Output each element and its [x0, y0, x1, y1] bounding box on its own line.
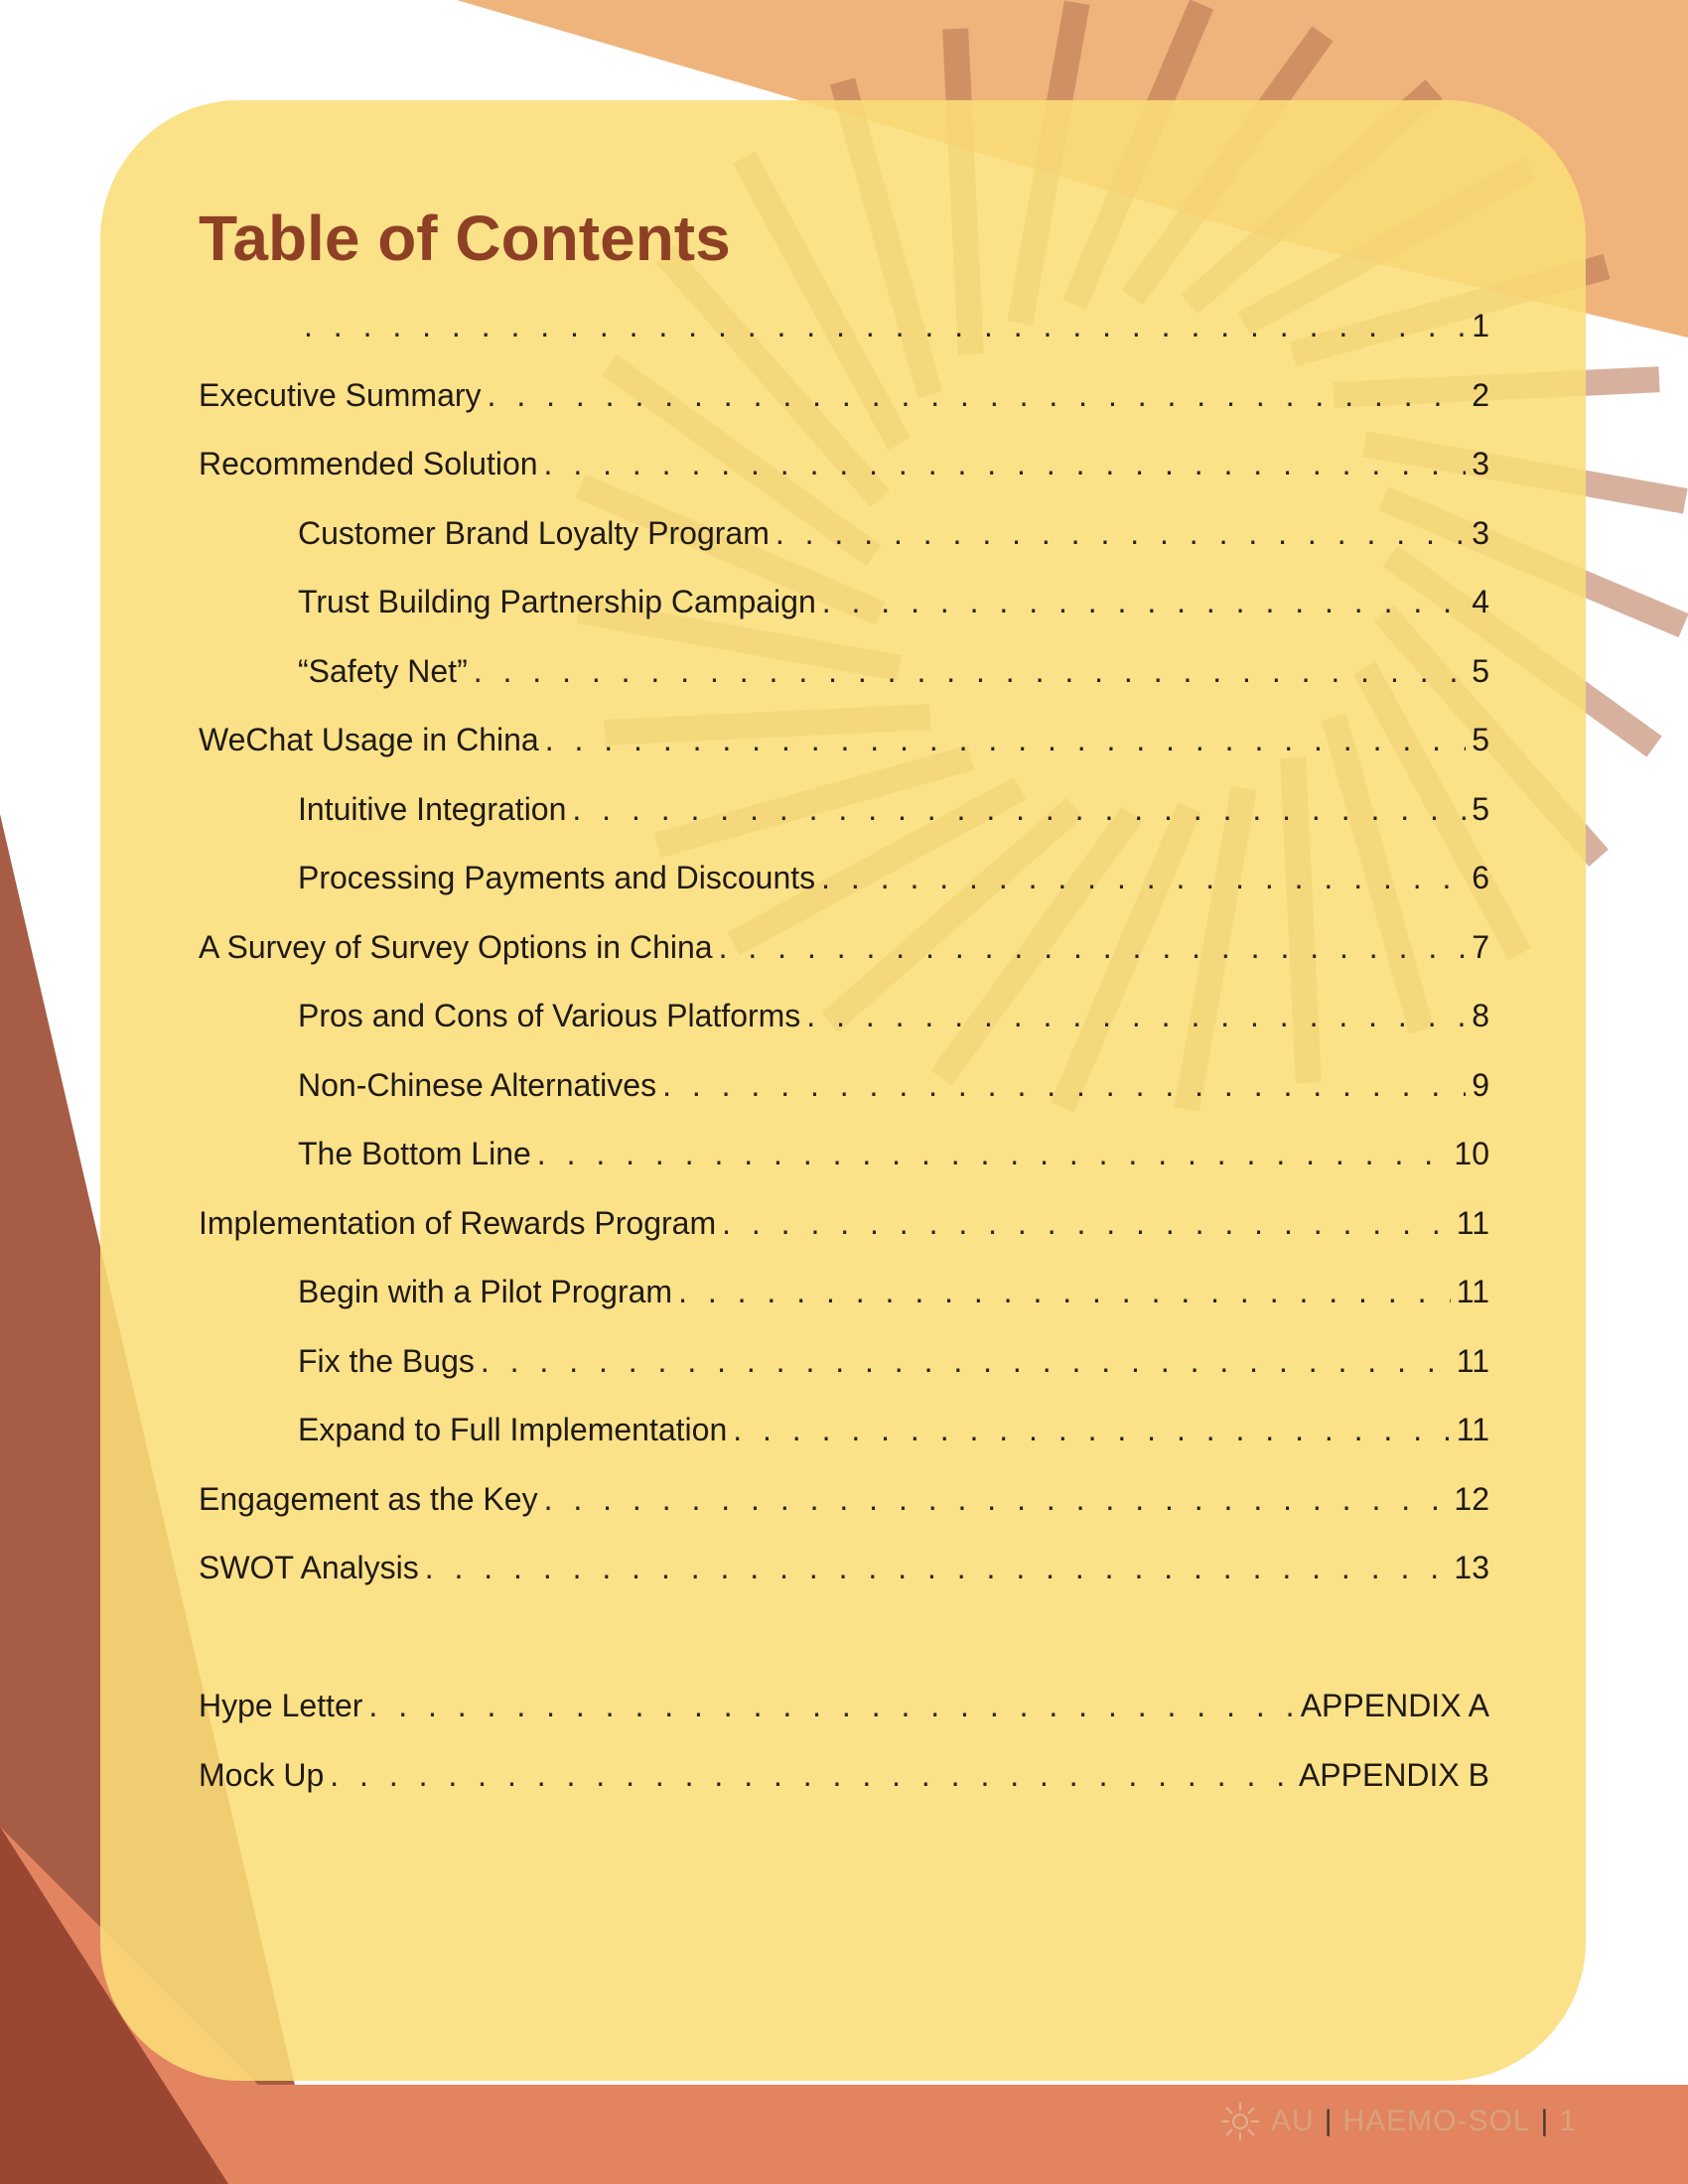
- toc-entry-label: Non-Chinese Alternatives: [298, 1066, 657, 1103]
- toc-entry-label: Begin with a Pilot Program: [298, 1274, 673, 1309]
- toc-entry-label: The Bottom Line: [298, 1136, 531, 1171]
- toc-entry[interactable]: [199, 860, 1489, 929]
- toc-entry-label: Engagement as the Key: [199, 1480, 538, 1517]
- toc-entry-page: APPENDIX B: [1298, 1756, 1489, 1793]
- toc-entry-page: 11: [1456, 1204, 1489, 1241]
- toc-container: [199, 199, 1489, 1826]
- toc-entry-label: Intuitive Integration: [298, 790, 567, 827]
- toc-entry[interactable]: [199, 1412, 1489, 1481]
- toc-entry[interactable]: [199, 653, 1489, 723]
- toc-entry-page: 12: [1454, 1480, 1489, 1517]
- toc-dot-leader: [545, 722, 1467, 758]
- toc-dot-leader: [368, 1688, 1294, 1724]
- page-title: Table of Contents: [199, 203, 731, 274]
- toc-dot-leader: [806, 998, 1466, 1034]
- toc-entry-label: Processing Payments and Discounts: [298, 860, 816, 895]
- toc-entry-page: 11: [1456, 1342, 1489, 1379]
- toc-entry-page: 11: [1456, 1412, 1489, 1447]
- toc-entry-label: Mock Up: [199, 1756, 325, 1793]
- toc-entry[interactable]: [199, 377, 1489, 447]
- toc-entry[interactable]: [199, 308, 1489, 377]
- toc-entry-label: Recommended Solution: [199, 446, 538, 481]
- toc-entry[interactable]: [199, 1274, 1489, 1343]
- toc-entry[interactable]: [199, 1688, 1489, 1757]
- toc-dot-leader: [544, 1481, 1449, 1518]
- toc-dot-leader: [425, 1550, 1449, 1586]
- toc-entry-page: 9: [1472, 1066, 1489, 1103]
- toc-entry-label: Trust Building Partnership Campaign: [298, 584, 816, 619]
- toc-entry-page: 3: [1472, 514, 1489, 551]
- toc-dot-leader: [488, 377, 1467, 414]
- toc-dot-leader: [821, 860, 1466, 896]
- toc-entry[interactable]: [199, 446, 1489, 515]
- toc-entry[interactable]: [199, 1067, 1489, 1137]
- footer-left: AU: [1271, 2105, 1315, 2137]
- toc-entry-label: “Safety Net”: [298, 652, 468, 689]
- toc-entry-page: 7: [1472, 928, 1489, 965]
- toc-dot-leader: [678, 1274, 1451, 1310]
- sun-logo-icon: [1219, 2101, 1261, 2142]
- toc-entry-label: Executive Summary: [199, 376, 482, 413]
- toc-entry-page: 6: [1472, 860, 1489, 895]
- toc-dot-leader: [775, 515, 1466, 552]
- toc-entry-page: 11: [1456, 1274, 1489, 1309]
- toc-dot-leader: [733, 1412, 1451, 1448]
- toc-entry[interactable]: [199, 1757, 1489, 1827]
- toc-entry-page: 10: [1454, 1136, 1489, 1171]
- toc-entry-page: 2: [1472, 376, 1489, 413]
- toc-entry-label: Hype Letter: [199, 1688, 363, 1723]
- toc-entry[interactable]: [199, 1205, 1489, 1275]
- toc-dot-leader: [722, 1205, 1451, 1242]
- toc-dot-leader: [822, 584, 1466, 620]
- toc-entry-page: 5: [1472, 722, 1489, 757]
- toc-dot-leader: [537, 1136, 1449, 1172]
- toc-entry-page: 4: [1472, 584, 1489, 619]
- toc-entry-label: WeChat Usage in China: [199, 722, 539, 757]
- footer-separator: |: [1324, 2105, 1334, 2137]
- toc-entry[interactable]: [199, 998, 1489, 1067]
- toc-entry-page: 13: [1454, 1550, 1489, 1585]
- toc-entry-page: 8: [1472, 998, 1489, 1033]
- toc-dot-leader: [572, 791, 1466, 828]
- footer: [1219, 2101, 1577, 2142]
- toc-entry[interactable]: [199, 1481, 1489, 1551]
- toc-entry-label: Pros and Cons of Various Platforms: [298, 998, 801, 1033]
- toc-entry-label: A Survey of Survey Options in China: [199, 928, 713, 965]
- toc-entry[interactable]: [199, 722, 1489, 791]
- toc-entry[interactable]: [199, 929, 1489, 999]
- toc-dot-leader: [330, 1757, 1293, 1794]
- toc-entry-page: 1: [1472, 308, 1489, 343]
- toc-list: [199, 308, 1489, 1826]
- toc-entry[interactable]: [199, 515, 1489, 585]
- footer-page-number: 1: [1559, 2105, 1577, 2137]
- toc-dot-leader: [304, 308, 1466, 344]
- toc-dot-leader: [474, 653, 1466, 690]
- toc-entry-label: Expand to Full Implementation: [298, 1412, 728, 1447]
- toc-entry-label: Fix the Bugs: [298, 1342, 475, 1379]
- toc-entry[interactable]: [199, 1550, 1489, 1619]
- toc-dot-leader: [481, 1343, 1451, 1380]
- toc-entry-label: Implementation of Rewards Program: [199, 1204, 717, 1241]
- toc-entry[interactable]: [199, 791, 1489, 861]
- footer-brand: HAEMO-SOL: [1342, 2105, 1531, 2137]
- toc-entry-label: SWOT Analysis: [199, 1550, 419, 1585]
- toc-entry-page: 5: [1472, 652, 1489, 689]
- toc-entry[interactable]: [199, 1343, 1489, 1413]
- toc-entry-page: 3: [1472, 446, 1489, 481]
- toc-dot-leader: [544, 446, 1467, 482]
- toc-spacer: [199, 1619, 1489, 1689]
- toc-entry-page: APPENDIX A: [1300, 1688, 1489, 1723]
- toc-dot-leader: [662, 1067, 1466, 1104]
- toc-entry[interactable]: [199, 584, 1489, 653]
- toc-dot-leader: [719, 929, 1467, 966]
- toc-entry-page: 5: [1472, 790, 1489, 827]
- footer-separator-2: |: [1540, 2105, 1550, 2137]
- toc-entry[interactable]: [199, 1136, 1489, 1205]
- toc-entry-label: Customer Brand Loyalty Program: [298, 514, 770, 551]
